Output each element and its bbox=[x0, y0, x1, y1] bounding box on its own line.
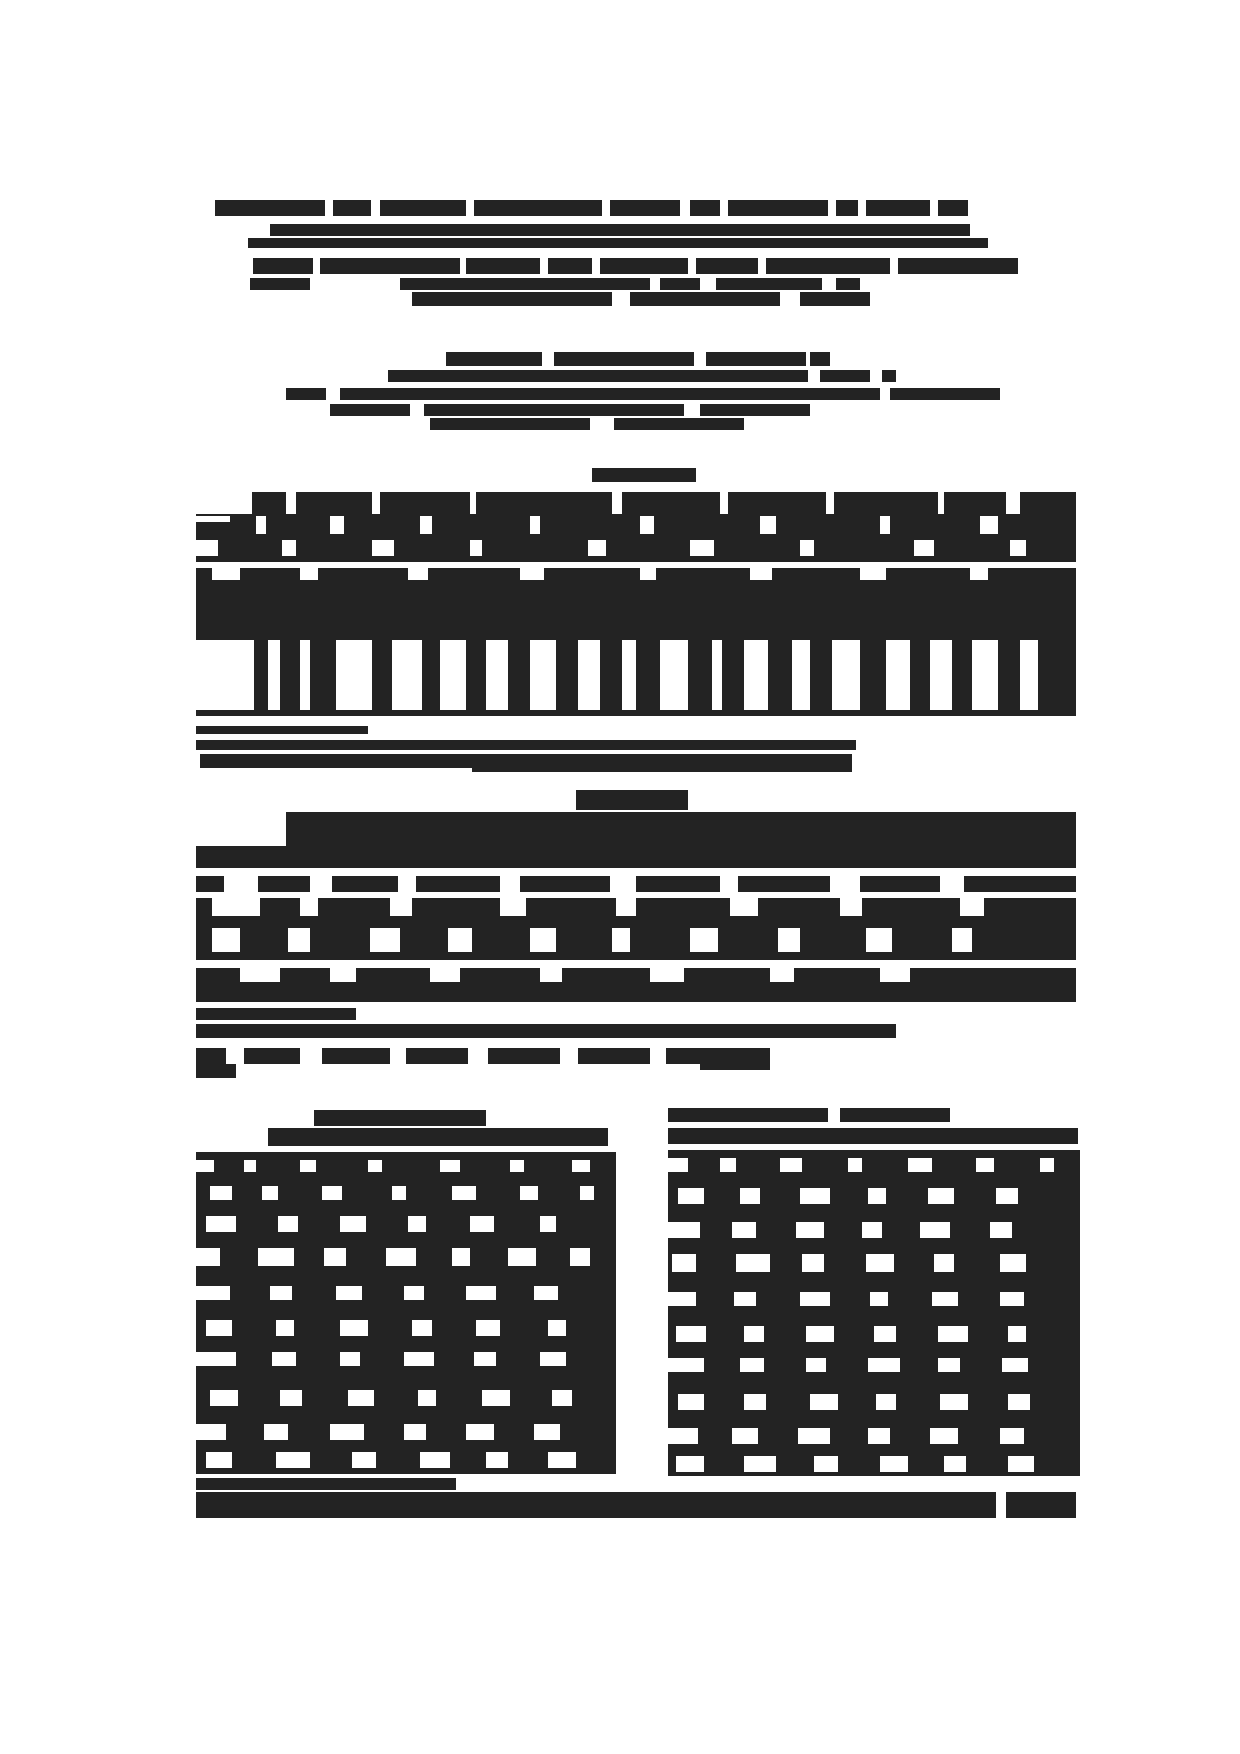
footer-rule bbox=[196, 1492, 996, 1518]
abstract-heading bbox=[592, 468, 696, 482]
footer-rule-end bbox=[1006, 1492, 1076, 1518]
section-heading-introduction bbox=[576, 790, 688, 810]
